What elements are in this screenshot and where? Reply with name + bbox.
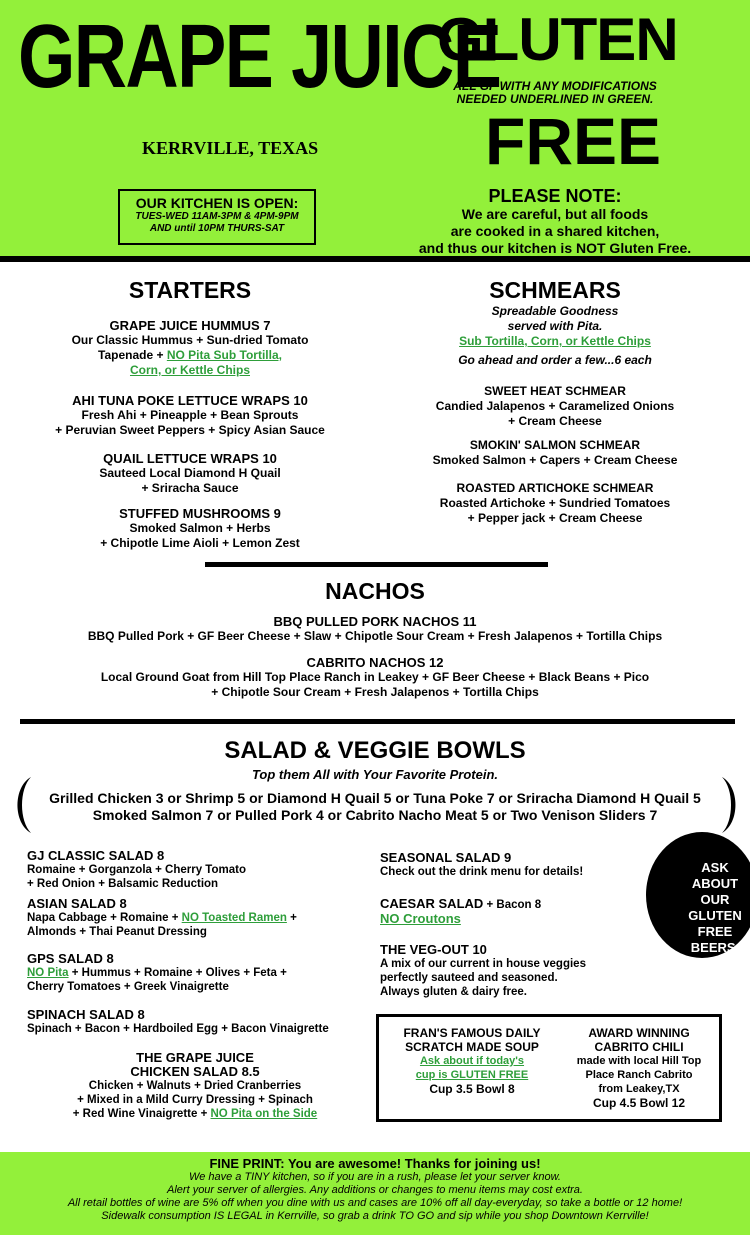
- item-desc: + Cream Cheese: [508, 414, 602, 428]
- right-bracket-icon: [718, 775, 748, 835]
- item-desc: [30, 1107, 360, 1121]
- menu-item: [20, 614, 730, 644]
- salads-sub: Top them All with Your Favorite Protein.: [251, 767, 499, 782]
- item-name: THE GRAPE JUICE: [136, 1050, 254, 1065]
- fine-print-line: We have a TINY kitchen, so if you are in a rush, please let your server know.: [189, 1171, 561, 1183]
- schmears-sub: Spreadable Goodness: [491, 304, 619, 318]
- item-name: THE VEG-OUT 10: [380, 942, 487, 957]
- header-banner: [0, 0, 750, 262]
- item-name-part: + Bacon 8: [483, 899, 542, 911]
- item-name: SWEET HEAT SCHMEAR: [484, 384, 626, 398]
- protein-options: [28, 790, 722, 824]
- menu-item: [27, 952, 372, 994]
- gluten-heading: GLUTEN: [437, 6, 678, 73]
- schmears-sub: served with Pita.: [507, 319, 603, 333]
- chili-price: Cup 4.5 Bowl 12: [592, 1096, 686, 1110]
- chili-title: CABRITO CHILI: [594, 1040, 684, 1054]
- item-desc-part: + Red Wine Vinaigrette +: [72, 1108, 211, 1120]
- please-note-title: PLEASE NOTE:: [488, 186, 622, 206]
- salads-title: SALAD & VEGGIE BOWLS: [224, 737, 526, 764]
- schmears-sub: Go ahead and order a few...6 each: [458, 353, 652, 367]
- menu-item: [380, 897, 640, 926]
- soup-title: SCRATCH MADE SOUP: [405, 1040, 539, 1054]
- menu-item: [20, 393, 360, 438]
- item-desc-part: + Hummus + Romaine + Olives + Feta +: [68, 967, 287, 979]
- item-name: ROASTED ARTICHOKE SCHMEAR: [456, 481, 654, 495]
- item-desc-part: Napa Cabbage + Romaine +: [27, 912, 182, 924]
- item-desc: A mix of our current in house veggies: [380, 958, 586, 970]
- gf-modification: cup is GLUTEN FREE: [415, 1069, 529, 1081]
- item-desc: Smoked Salmon + Capers + Cream Cheese: [432, 453, 678, 467]
- item-desc: Check out the drink menu for details!: [380, 866, 584, 878]
- item-name: STUFFED MUSHROOMS 9: [119, 506, 281, 521]
- chili-title: AWARD WINNING: [588, 1026, 690, 1040]
- protein-line: Grilled Chicken 3 or Shrimp 5 or Diamond H Quail 5 or Tuna Poke 7 or Sriracha Diamond H Quail 5: [49, 790, 701, 806]
- fine-print-line: All retail bottles of wine are 5% off when you dine with us and cases are 10% off all day-everyday, so take a bottle or 12 home!: [67, 1197, 683, 1209]
- logo: GRAPE JUICE: [18, 7, 501, 107]
- please-note-line: are cooked in a shared kitchen,: [450, 223, 660, 239]
- menu-item: [27, 897, 372, 939]
- item-name: ASIAN SALAD 8: [27, 896, 127, 911]
- footer-fine-print: [0, 1152, 750, 1235]
- gf-modification: NO Toasted Ramen: [181, 912, 287, 924]
- please-note-line: We are careful, but all foods: [461, 206, 649, 222]
- soup-price: Cup 3.5 Bowl 8: [429, 1082, 515, 1096]
- item-desc: BBQ Pulled Pork + GF Beer Cheese + Slaw + Chipotle Sour Cream + Fresh Jalapenos + Tortilla Chips: [87, 629, 663, 643]
- menu-item: [30, 1051, 360, 1121]
- gf-modification: Corn, or Kettle Chips: [129, 363, 250, 377]
- item-name: QUAIL LETTUCE WRAPS 10: [103, 451, 277, 466]
- item-desc-part: +: [286, 912, 297, 924]
- gf-modification: NO Croutons: [380, 911, 461, 926]
- soup-section: [387, 1026, 557, 1096]
- item-desc: [27, 966, 372, 980]
- city-label: KERRVILLE, TEXAS: [142, 138, 319, 158]
- item-desc-part: Tapenade +: [98, 348, 167, 362]
- item-desc: + Mixed in a Mild Curry Dressing + Spinach: [77, 1094, 313, 1106]
- item-desc: [27, 911, 372, 925]
- item-name: GJ CLASSIC SALAD 8: [27, 848, 165, 863]
- fine-print-title: FINE PRINT: You are awesome! Thanks for joining us!: [209, 1156, 541, 1171]
- menu-item: [20, 655, 730, 700]
- item-desc: Sauteed Local Diamond H Quail: [99, 466, 281, 480]
- item-name: CABRITO NACHOS 12: [306, 655, 444, 670]
- menu-item: [27, 1008, 372, 1036]
- gf-note-line: NEEDED UNDERLINED IN GREEN.: [456, 92, 654, 106]
- badge-line: GLUTEN: [688, 908, 742, 923]
- menu-item: [380, 851, 640, 879]
- item-desc: Roasted Artichoke + Sundried Tomatoes: [439, 496, 671, 510]
- chili-desc: made with local Hill Top: [576, 1055, 702, 1067]
- item-desc: + Chipotle Lime Aioli + Lemon Zest: [100, 536, 300, 550]
- item-desc: Fresh Ahi + Pineapple + Bean Sprouts: [81, 408, 299, 422]
- item-desc: perfectly sauteed and seasoned.: [380, 972, 558, 984]
- item-name: GRAPE JUICE HUMMUS 7: [109, 318, 271, 333]
- item-desc: Always gluten & dairy free.: [380, 986, 527, 998]
- item-desc: + Chipotle Sour Cream + Fresh Jalapenos + Tortilla Chips: [211, 685, 539, 699]
- item-name: SEASONAL SALAD 9: [380, 850, 512, 865]
- item-desc: Candied Jalapenos + Caramelized Onions: [435, 399, 675, 413]
- item-name: GPS SALAD 8: [27, 951, 114, 966]
- gf-modification: NO Pita on the Side: [210, 1108, 318, 1120]
- badge-line: FREE: [697, 924, 733, 939]
- menu-item: [40, 506, 360, 551]
- item-name: CHICKEN SALAD 8.5: [130, 1064, 260, 1079]
- protein-line: Smoked Salmon 7 or Pulled Pork 4 or Cabrito Nacho Meat 5 or Two Venison Sliders 7: [92, 807, 658, 823]
- item-name: CAESAR SALAD: [380, 896, 484, 911]
- gf-modification: NO Pita: [27, 967, 69, 979]
- item-desc: Almonds + Thai Peanut Dressing: [27, 926, 207, 938]
- schmears-intro: [400, 304, 710, 368]
- fine-print-line: Sidewalk consumption IS LEGAL in Kerrville, so grab a drink TO GO and sip while you shop Downtown Kerrville!: [101, 1210, 649, 1222]
- gf-modification: NO Pita Sub Tortilla,: [166, 348, 282, 362]
- item-desc: Chicken + Walnuts + Dried Cranberries: [88, 1080, 302, 1092]
- item-desc: Local Ground Goat from Hill Top Place Ranch in Leakey + GF Beer Cheese + Black Beans + Pico: [100, 670, 650, 684]
- schmears-title: SCHMEARS: [489, 277, 621, 303]
- please-note-line: and thus our kitchen is NOT Gluten Free.: [418, 240, 692, 256]
- divider: [20, 719, 735, 724]
- item-desc: Cherry Tomatoes + Greek Vinaigrette: [27, 981, 229, 993]
- item-desc: + Sriracha Sauce: [141, 481, 239, 495]
- gf-note: [420, 80, 690, 106]
- kitchen-hours-line: AND until 10PM THURS-SAT: [149, 223, 285, 234]
- badge-line: ASK: [701, 860, 729, 875]
- badge-line: BEERS.: [690, 940, 740, 955]
- item-name: BBQ PULLED PORK NACHOS 11: [273, 614, 477, 629]
- chili-desc: from Leakey,TX: [598, 1083, 680, 1095]
- item-name: SMOKIN' SALMON SCHMEAR: [469, 438, 641, 452]
- item-desc: + Pepper jack + Cream Cheese: [467, 511, 643, 525]
- kitchen-title: OUR KITCHEN IS OPEN:: [135, 195, 299, 211]
- menu-item: [400, 384, 710, 429]
- item-name: SPINACH SALAD 8: [27, 1007, 145, 1022]
- item-desc: Smoked Salmon + Herbs: [129, 521, 271, 535]
- chili-desc: Place Ranch Cabrito: [585, 1069, 693, 1081]
- menu-item: [40, 451, 340, 496]
- item-desc: + Red Onion + Balsamic Reduction: [27, 878, 219, 890]
- soup-chili-box: [376, 1014, 722, 1122]
- nachos-title: NACHOS: [325, 578, 425, 604]
- badge-line: ABOUT: [691, 876, 739, 891]
- item-desc: + Peruvian Sweet Peppers + Spicy Asian Sauce: [55, 423, 325, 437]
- menu-item: [400, 438, 710, 468]
- item-name: AHI TUNA POKE LETTUCE WRAPS 10: [72, 393, 308, 408]
- item-desc: Spinach + Bacon + Hardboiled Egg + Bacon Vinaigrette: [27, 1023, 329, 1035]
- please-note: [400, 186, 710, 257]
- menu-item: [27, 849, 367, 891]
- gf-note-line: ALL GF WITH ANY MODIFICATIONS: [453, 79, 657, 93]
- item-desc: Our Classic Hummus + Sun-dried Tomato: [71, 333, 309, 347]
- menu-item: [40, 318, 340, 378]
- menu-item: [380, 943, 640, 999]
- gf-modification: Sub Tortilla, Corn, or Kettle Chips: [459, 334, 651, 348]
- soup-title: FRAN'S FAMOUS DAILY: [403, 1026, 541, 1040]
- fine-print-line: Alert your server of allergies. Any additions or changes to menu items may cost extra.: [167, 1184, 583, 1196]
- free-heading: FREE: [485, 104, 662, 178]
- kitchen-hours-box: [118, 189, 316, 245]
- kitchen-hours-line: TUES-WED 11AM-3PM & 4PM-9PM: [135, 211, 299, 222]
- item-desc: [40, 348, 340, 363]
- chili-section: [559, 1026, 719, 1110]
- gluten-free-beer-badge: [646, 832, 750, 958]
- badge-line: OUR: [700, 892, 730, 907]
- item-desc: Romaine + Gorganzola + Cherry Tomato: [27, 864, 246, 876]
- starters-title: STARTERS: [128, 277, 252, 303]
- menu-item: [400, 481, 710, 526]
- divider: [205, 562, 548, 567]
- gf-modification: Ask about if today's: [419, 1055, 525, 1067]
